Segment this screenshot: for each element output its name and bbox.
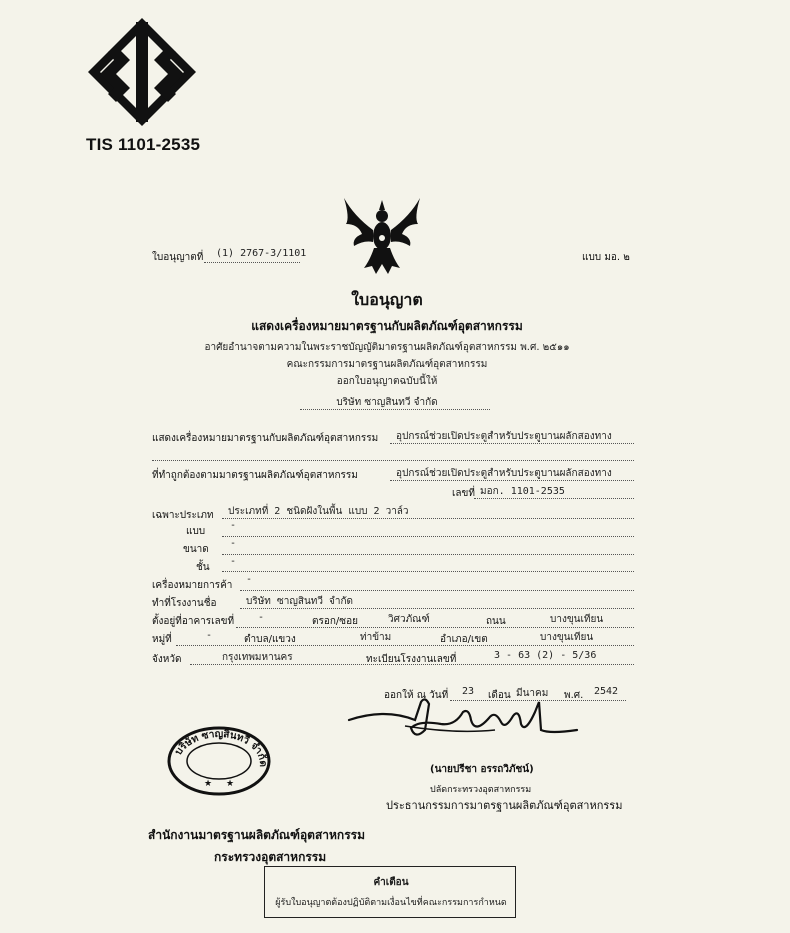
issued-year: 2542 — [594, 686, 619, 697]
issued-label: ออกให้ ณ วันที่ — [384, 690, 449, 701]
alley-label: ตรอก/ซอย — [312, 616, 358, 627]
province-label: จังหวัด — [152, 654, 182, 665]
svg-text:บริษัท ซาญสินทวี จำกัด: บริษัท ซาญสินทวี จำกัด — [173, 728, 269, 768]
trademark-label: เครื่องหมายการค้า — [152, 580, 233, 591]
size-label: ขนาด — [183, 544, 209, 555]
factory-value: บริษัท ซาญสินทวี จำกัด — [246, 596, 354, 607]
document-title: ใบอนุญาต — [351, 290, 423, 309]
authority-line: อาศัยอำนาจตามความในพระราชบัญญัติมาตรฐานผลิตภัณฑ์อุตสาหกรรม พ.ศ. ๒๕๑๑ — [204, 342, 570, 353]
warning-text: ผู้รับใบอนุญาตต้องปฏิบัติตามเงื่อนไขที่คณะกรรมการกำหนด — [275, 898, 507, 908]
road-label: ถนน — [486, 616, 506, 627]
reg-label: ทะเบียนโรงงานเลขที่ — [366, 654, 457, 665]
warning-box — [264, 866, 516, 918]
road-value: บางขุนเทียน — [550, 614, 604, 625]
issued-month: มีนาคม — [516, 688, 549, 699]
address-label: ตั้งอยู่ที่อาคารเลขที่ — [152, 616, 235, 627]
garuda-emblem-icon — [340, 194, 424, 278]
license-no: (1) 2767-3/1101 — [216, 248, 307, 259]
product-label: แสดงเครื่องหมายมาตรฐานกับผลิตภัณฑ์อุตสาหกรรม — [152, 433, 379, 444]
moo-value: - — [206, 630, 213, 641]
type-value: ประเภทที่ 2 ชนิดฝังในพื้น แบบ 2 วาล์ว — [228, 506, 409, 517]
grade-value: - — [230, 556, 237, 567]
subdistrict-value: ท่าข้าม — [360, 632, 392, 643]
address-value: - — [258, 612, 265, 623]
standard-value: อุปกรณ์ช่วยเปิดประตูสำหรับประตูบานผลักสองทาง — [396, 468, 612, 479]
company-name: บริษัท ซาญสินทวี จำกัด — [336, 397, 438, 408]
province-value: กรุงเทพมหานคร — [222, 652, 293, 663]
signer-name: (นายปรีชา อรรถวิภัชน์) — [430, 764, 534, 775]
office-name: สำนักงานมาตรฐานผลิตภัณฑ์อุตสาหกรรม — [148, 828, 366, 842]
moo-label: หมู่ที่ — [152, 634, 172, 645]
signer-position2: ประธานกรรมการมาตรฐานผลิตภัณฑ์อุตสาหกรรม — [386, 799, 623, 812]
svg-text:★: ★ — [226, 779, 235, 789]
ministry-name: กระทรวงอุตสาหกรรม — [214, 850, 327, 864]
factory-label: ทำที่โรงงานชื่อ — [152, 598, 217, 609]
subdistrict-label: ตำบล/แขวง — [244, 634, 296, 645]
district-label: อำเภอ/เขต — [440, 634, 488, 645]
issued-month-label: เดือน — [488, 690, 511, 701]
warning-title: คำเตือน — [373, 877, 409, 888]
size-value: - — [230, 538, 237, 549]
standard-label: ที่ทำถูกต้องตามมาตรฐานผลิตภัณฑ์อุตสาหกรรม — [152, 470, 358, 481]
company-stamp — [166, 724, 272, 798]
issued-day: 23 — [462, 686, 475, 697]
product-value: อุปกรณ์ช่วยเปิดประตูสำหรับประตูบานผลักสองทาง — [396, 431, 612, 442]
issue-line: ออกใบอนุญาตฉบับนี้ให้ — [336, 376, 438, 387]
svg-text:★: ★ — [204, 779, 213, 789]
reg-value: 3 - 63 (2) - 5/36 — [494, 650, 597, 661]
alley-value: วิศวภัณฑ์ — [388, 614, 430, 625]
signature — [345, 690, 580, 750]
grade-label: ชั้น — [196, 562, 210, 573]
district-value: บางขุนเทียน — [540, 632, 594, 643]
document-subtitle: แสดงเครื่องหมายมาตรฐานกับผลิตภัณฑ์อุตสาหกรรม — [251, 319, 523, 333]
license-no-label: ใบอนุญาตที่ — [152, 252, 204, 263]
type-label: เฉพาะประเภท — [152, 510, 214, 521]
issued-year-label: พ.ศ. — [564, 690, 584, 701]
tis-code: TIS 1101-2535 — [86, 135, 201, 154]
std-no-label: เลขที่ — [452, 488, 475, 499]
form-no: แบบ มอ. ๒ — [582, 252, 630, 263]
model-value: - — [230, 520, 237, 531]
committee-line: คณะกรรมการมาตรฐานผลิตภัณฑ์อุตสาหกรรม — [286, 359, 488, 370]
signer-position1: ปลัดกระทรวงอุตสาหกรรม — [430, 785, 532, 795]
tis-logo — [86, 16, 198, 128]
std-no-value: มอก. 1101-2535 — [480, 486, 565, 497]
trademark-value: - — [246, 574, 253, 585]
model-label: แบบ — [186, 526, 206, 537]
